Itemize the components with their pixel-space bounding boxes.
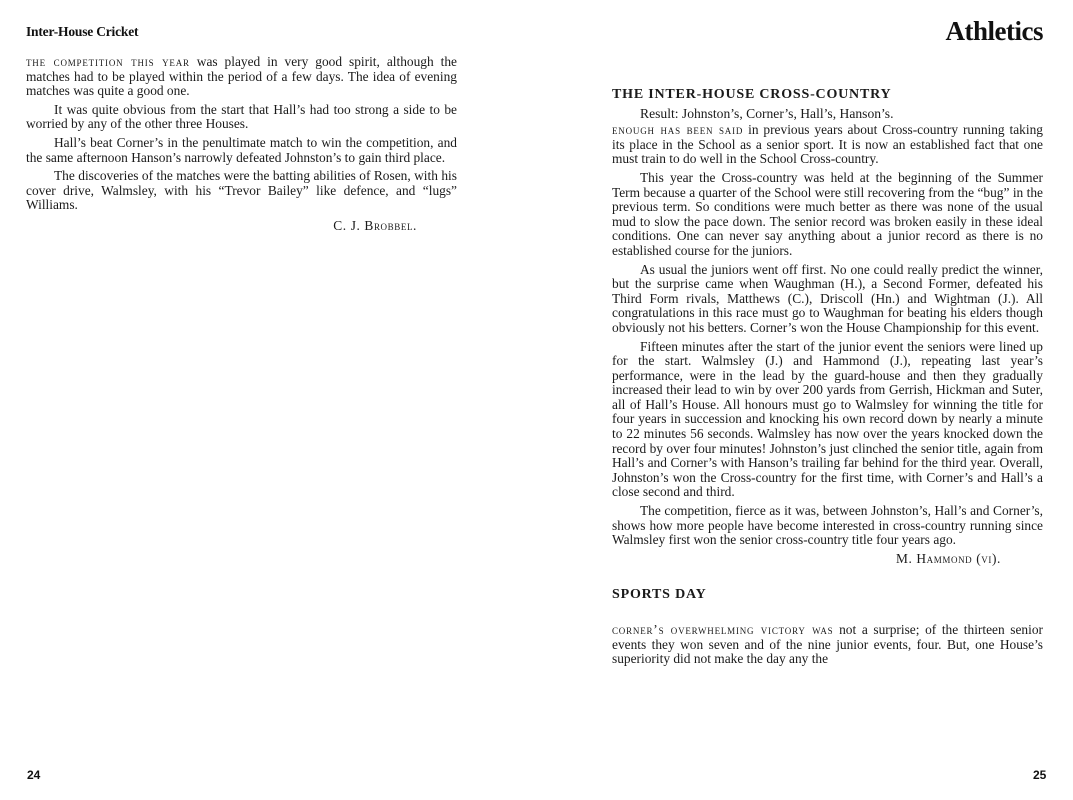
article-paragraph: This year the Cross-country was held at the beginning of the Summer Term because a quarter of the School were still recovering from the “bug” in the previous term. So conditions were much better as there was none of the usual mud to slow the pace down. The senior record was broken easily in these ideal conditions. One can never say anything about a junior record as there is no established course for the juniors.: [612, 169, 1043, 258]
article-paragraph: Fifteen minutes after the start of the junior event the seniors were lined up for the start. Walmsley (J.) and Hammond (J.), repeating last year’s performance, were in the lead by the guard-house and then they gradually increased their lead to win by over 200 yards from Gerrish, Hickman and Suter, all of Hall’s House. All honours must go to Walmsley for winning the title for four years in succession and knocking his own record down by nearly a minute to 22 minutes 56 seconds. Walmsley has now over the years knocked down the record by over four minutes! Johnston’s just clinched the senior title, again from Hall’s and Corner’s with Hanson’s trailing far behind for the third year. Overall, Johnston’s won the Cross-country for the first time, with Corner’s and Hall’s a close second and third.: [612, 338, 1043, 500]
section-title: Athletics: [945, 16, 1043, 46]
lead-in: enough has been said: [612, 122, 744, 138]
lead-in: the competition this year: [26, 54, 190, 69]
cross-country-result: Result: Johnston’s, Corner’s, Hall’s, Hanson’s.: [640, 105, 894, 121]
article-paragraph: the competition this year was played in very good spirit, although the matches had to be played within the period of a few days. The idea of evening matches was quite a good one.: [26, 54, 457, 99]
athletics-article: [612, 88, 1043, 671]
cricket-article: [26, 55, 457, 234]
article-paragraph: It was quite obvious from the start that Hall’s had too strong a side to be worried by any of the other three Houses.: [26, 101, 457, 132]
article-paragraph: The competition, fierce as it was, between Johnston’s, Hall’s and Corner’s, shows how more people have become interested in cross-country running since Walmsley first won the senior cross-country title four years ago.: [612, 503, 1043, 548]
running-head: Inter-House Cricket: [26, 24, 139, 39]
page-number: 25: [1033, 768, 1047, 782]
article-paragraph: Hall’s beat Corner’s in the penultimate match to win the competition, and the same afternoon Hanson’s narrowly defeated Johnston’s to gain third place.: [26, 134, 457, 165]
article-paragraph: enough has been said in previous years about Cross-country running taking its place in the School as a senior sport. It is now an established fact that one must train to do well in the School Cross-country.: [612, 122, 1043, 167]
cross-country-heading: THE INTER-HOUSE CROSS-COUNTRY: [612, 87, 892, 102]
article-paragraph: corner’s overwhelming victory was not a surprise; of the thirteen senior events they won seven and of the nine junior events, four. But, one House’s superiority did not make the day any the: [612, 622, 1043, 667]
author-signature: C. J. Brobbel.: [333, 217, 417, 233]
article-paragraph: The discoveries of the matches were the batting abilities of Rosen, with his cover drive, Walmsley, with his “Trevor Bailey” like defence, and “lugs” Williams.: [26, 168, 457, 213]
author-signature: M. Hammond (vi).: [895, 550, 1001, 566]
left-page: [0, 0, 536, 800]
right-page: [536, 0, 1073, 800]
sports-day-heading: SPORTS DAY: [612, 587, 707, 603]
article-paragraph: As usual the juniors went off first. No one could really predict the winner, but the surprise came when Waughman (H.), a Second Former, defeated his Third Form rivals, Matthews (C.), Driscoll (Hn.) and Wightman (J.). All congratulations in this race must go to Waughman for beating his elders though obviously not his betters. Corner’s won the House Championship for this event.: [612, 261, 1043, 335]
page-number: 24: [27, 768, 41, 782]
lead-in: corner’s overwhelming victory was: [612, 622, 834, 637]
